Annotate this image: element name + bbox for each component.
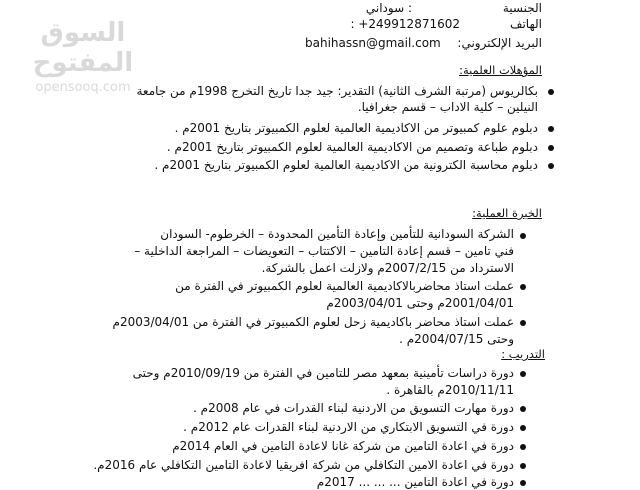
watermark-logo-text: السوق المفتوح [32,18,134,78]
bullet [520,320,526,326]
experience-line-3: الاسترداد من 2007/2/15م ولازلت اعمل بالشركة. [261,261,514,275]
qualification-line-4: دبلوم طباعة وتصميم من الاكاديمية العالمية لعلوم الكمبيوتر بتاريخ 2001م . [166,140,538,154]
qualification-line-5: دبلوم محاسبة الكترونية من الاكاديمية العالمية لعلوم الكمبيوتر بتاريخ 2001م . [154,158,538,172]
email-value: bahihassn@gmail.com [305,36,441,50]
experience-line-1: الشركة السودانية للتأمين وإعادة التأمين المحدودة – الخرطوم- السودان [160,227,514,241]
training-line-3: دورة مهارت التسويق من الاردنية لبناء القدرات في عام 2008م . [193,401,514,415]
nationality-label: الجنسية [502,1,542,15]
bullet [548,163,554,169]
bullet [520,284,526,290]
qualifications-heading: المؤهلات العلمية: [459,63,542,77]
bullet [520,233,526,239]
bullet [520,371,526,377]
experience-line-7: وحتى 2004/07/15م . [399,332,514,346]
bullet [548,145,554,151]
qualification-line-2: النيلين – كلية الاداب – قسم جغرافيا. [357,100,538,114]
watermark-sub-text: opensooq.com [35,80,131,95]
qualification-line-3: دبلوم علوم كمبيوتر من الاكاديمية العالمية لعلوم الكمبيوتر بتاريخ 2001م . [174,121,538,135]
training-line-1: دورة دراسات تأمينية بمعهد مصر للتامين في الفترة من 2010/09/19م وحتى [132,366,514,380]
training-line-5: دورة في اعادة التامين من شركة غانا لاعادة التامين في العام 2014م [172,439,514,453]
bullet [520,444,526,450]
training-line-2: 2010/11/11م بالقاهرة . [386,383,514,397]
bullet [520,406,526,412]
training-line-7: دورة في اعادة التامين ... ... ... 2017م [316,475,514,489]
training-heading: التدريب : [501,347,545,361]
experience-line-5: 2001/04/01م وحتى 2003/04/01م [326,296,514,310]
bullet [520,463,526,469]
bullet [520,425,526,431]
training-line-6: دورة في اعادة الامين التكافلي من شركة افريقيا لاعادة التامين التكافلي عام 2016م. [93,458,514,472]
nationality-value: : سوداني [365,1,412,15]
qualification-line-1: بكالريوس (مرتبة الشرف الثانية) التقدير: جيد جدا تاريخ التخرج 1998م من جامعة [136,84,538,98]
opensooq-watermark [8,18,158,95]
phone-label: الهاتف [510,17,542,31]
bullet [548,126,554,132]
bullet [548,89,554,95]
experience-line-4: عملت استاذ محاضربالاكاديمية العالمية لعلوم الكمبيوتر في الفترة من [175,279,514,293]
experience-heading: الخبرة العملية: [472,206,542,220]
experience-line-2: فني تامين – قسم إعادة التامين – الاكتتاب – التعويضات – المراجعة الداخلية – [134,244,514,258]
training-line-4: دورة في التسويق الابتكاري من الاردنية لبناء القدرات عام 2012م . [183,420,514,434]
phone-value: : +249912871602 [350,17,460,31]
email-label: البريد الإلكتروني: [457,36,542,50]
bullet [520,480,526,486]
experience-line-6: عملت استاذ محاضر باكاديمية زحل لعلوم الكمبيوتر في الفترة من 2003/04/01م [112,315,514,329]
